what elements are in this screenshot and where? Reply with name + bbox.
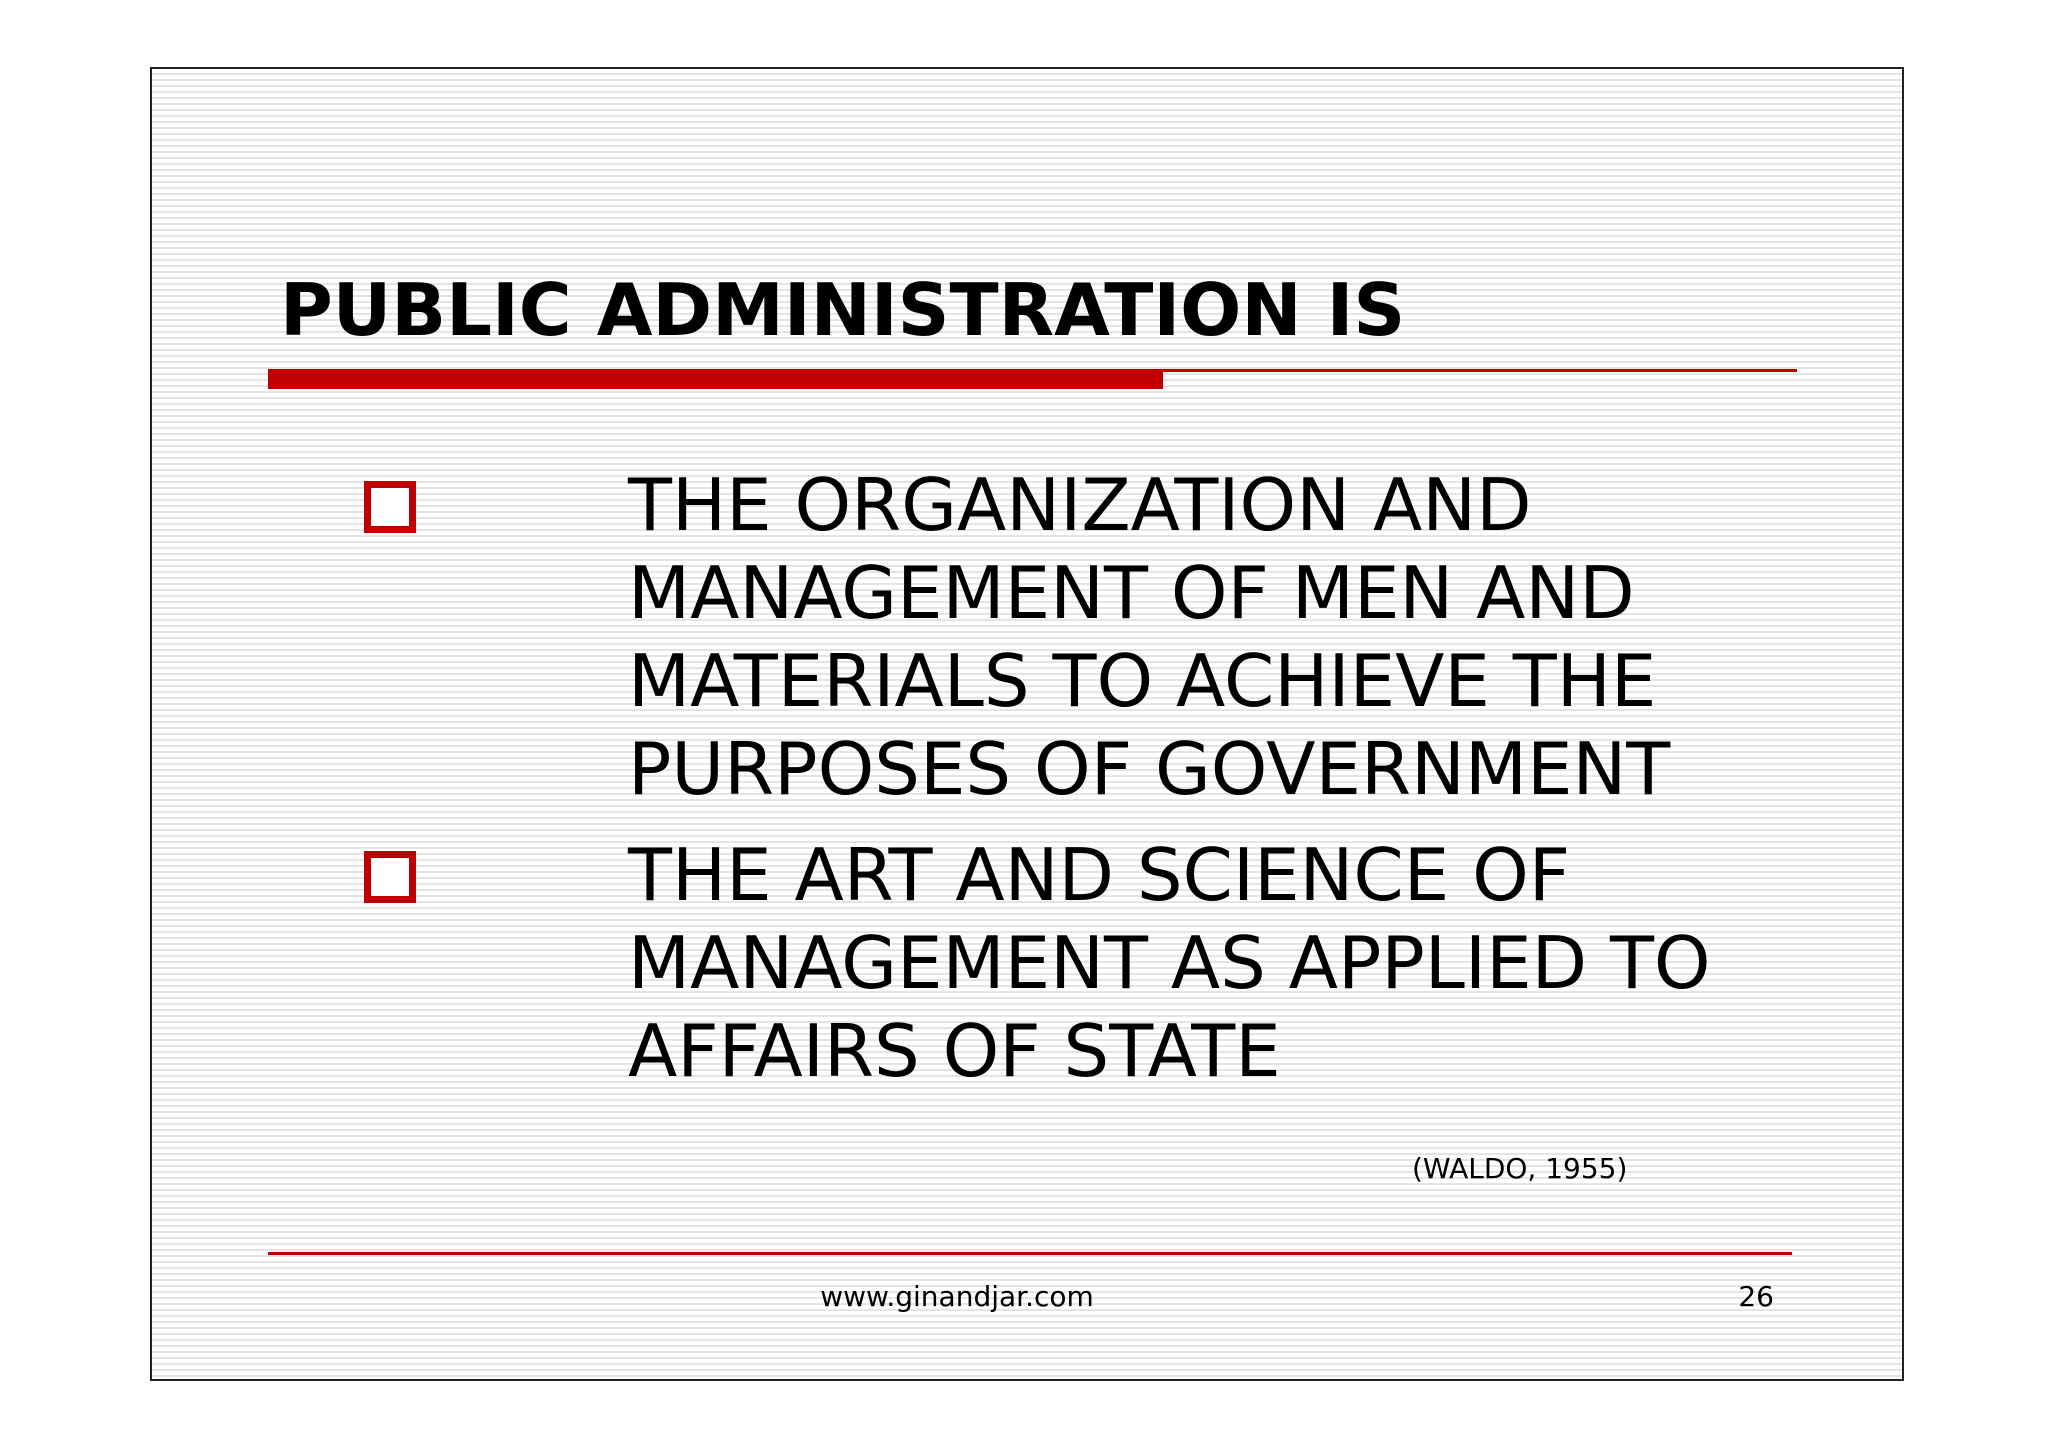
title-underline-thick — [268, 369, 1163, 389]
page-number: 26 — [1738, 1280, 1774, 1313]
footer-divider — [268, 1252, 1792, 1255]
hollow-square-icon — [364, 851, 416, 903]
bullet-item — [364, 461, 1764, 813]
citation: (WALDO, 1955) — [1412, 1152, 1628, 1185]
bullet-list — [364, 461, 1764, 1113]
bullet-item — [364, 831, 1764, 1095]
bullet-text: THE ORGANIZATION AND MANAGEMENT OF MEN AND MATERIALS TO ACHIEVE THE PURPOSES OF GOVERNMENT — [628, 463, 1671, 811]
footer-url: www.ginandjar.com — [820, 1280, 1094, 1313]
bullet-text: THE ART AND SCIENCE OF MANAGEMENT AS APPLIED TO AFFAIRS OF STATE — [628, 833, 1711, 1093]
slide-title: PUBLIC ADMINISTRATION IS — [280, 268, 1406, 352]
title-underline-thin — [1163, 369, 1797, 372]
slide — [150, 67, 1904, 1381]
hollow-square-icon — [364, 481, 416, 533]
